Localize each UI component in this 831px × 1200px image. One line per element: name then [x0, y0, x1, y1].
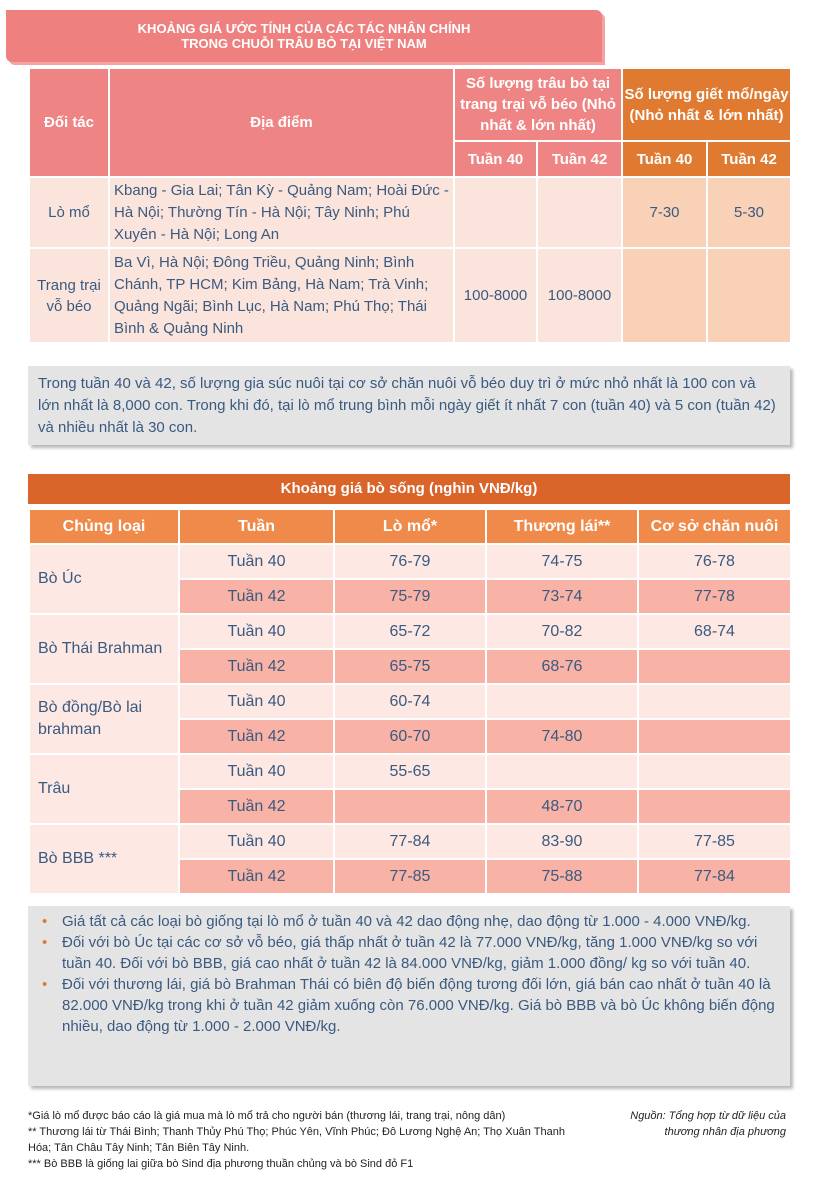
list-item — [38, 974, 778, 1037]
farm-price-cell: 76-78 — [638, 544, 791, 579]
slaughter-price-cell: 60-70 — [334, 719, 486, 754]
farm-w40-cell — [454, 177, 537, 248]
header-slaughter-qty: Số lượng giết mổ/ngày (Nhỏ nhất & lớn nhất) — [622, 68, 791, 141]
list-item — [38, 911, 778, 932]
header-farm-week40: Tuần 40 — [454, 141, 537, 177]
bullet-text: Giá tất cả các loại bò giống tại lò mổ ở tuần 40 và 42 dao động nhẹ, dao động từ 1.000 - 4.000 VNĐ/kg. — [62, 913, 751, 930]
summary-note: Trong tuần 40 và 42, số lượng gia súc nuôi tại cơ sở chăn nuôi vỗ béo duy trì ở mức nhỏ nhất là 100 con và lớn nhất là 8,000 con. Trong khi đó, tại lò mổ trung bình mỗi ngày giết ít nhất 7 con (tuần 40) và 5 con (tuần 42) và nhiều nhất là 30 con. — [28, 366, 790, 445]
farm-price-cell: 77-84 — [638, 859, 791, 894]
farm-w42-cell: 100-8000 — [537, 248, 622, 343]
slaughter-w40-cell — [622, 248, 707, 343]
location-cell: Kbang - Gia Lai; Tân Kỳ - Quảng Nam; Hoài Đức - Hà Nội; Thường Tín - Hà Nội; Tây Ninh; Phú Xuyên - Hà Nội; Long An — [109, 177, 454, 248]
slaughter-price-cell: 77-84 — [334, 824, 486, 859]
table-row — [29, 684, 791, 719]
table-row — [29, 544, 791, 579]
location-cell: Ba Vì, Hà Nội; Đông Triều, Quảng Ninh; Bình Chánh, TP HCM; Kim Bảng, Hà Nam; Trà Vinh; Quảng Ngãi; Bình Lục, Hà Nam; Phú Thọ; Thái Bình & Quảng Ninh — [109, 248, 454, 343]
week-cell: Tuần 40 — [179, 824, 334, 859]
analysis-notes — [28, 906, 790, 1086]
week-cell: Tuần 42 — [179, 789, 334, 824]
footnotes — [28, 1108, 588, 1172]
breed-cell: Bò Thái Brahman — [29, 614, 179, 684]
slaughter-price-cell: 65-75 — [334, 649, 486, 684]
week-cell: Tuần 42 — [179, 719, 334, 754]
header-week: Tuần — [179, 509, 334, 544]
farm-price-cell — [638, 649, 791, 684]
slaughter-price-cell — [334, 789, 486, 824]
trader-price-cell: 74-80 — [486, 719, 638, 754]
table-row — [29, 177, 791, 248]
farm-w40-cell: 100-8000 — [454, 248, 537, 343]
header-slaughterhouse: Lò mổ* — [334, 509, 486, 544]
slaughter-price-cell: 65-72 — [334, 614, 486, 649]
partner-cell: Lò mổ — [29, 177, 109, 248]
slaughter-price-cell: 60-74 — [334, 684, 486, 719]
week-cell: Tuần 42 — [179, 579, 334, 614]
trader-price-cell: 48-70 — [486, 789, 638, 824]
table-row — [29, 754, 791, 789]
farm-price-cell: 68-74 — [638, 614, 791, 649]
header-slaughter-week42: Tuần 42 — [707, 141, 791, 177]
table-row — [29, 824, 791, 859]
table-row — [29, 248, 791, 343]
page-title — [6, 10, 602, 62]
farm-price-cell — [638, 684, 791, 719]
farm-price-cell: 77-85 — [638, 824, 791, 859]
farm-price-cell — [638, 789, 791, 824]
trader-price-cell: 75-88 — [486, 859, 638, 894]
page-title-line2: TRONG CHUỖI TRÂU BÒ TẠI VIỆT NAM — [181, 36, 427, 51]
header-farm-week42: Tuần 42 — [537, 141, 622, 177]
breed-cell: Bò đồng/Bò lai brahman — [29, 684, 179, 754]
header-partner: Đối tác — [29, 68, 109, 177]
bullet-text: Đối với thương lái, giá bò Brahman Thái có biên độ biến động tương đối lớn, giá bán cao nhất ở tuần 40 là 82.000 VNĐ/kg trong khi ở tuần 42 giảm xuống còn 76.000 VNĐ/kg. Giá bò BBB và bò Úc không biến động nhiều, dao động từ 1.000 - 2.000 VNĐ/kg. — [62, 976, 775, 1035]
header-slaughter-week40: Tuần 40 — [622, 141, 707, 177]
week-cell: Tuần 40 — [179, 544, 334, 579]
header-location: Địa điểm — [109, 68, 454, 177]
trader-price-cell: 74-75 — [486, 544, 638, 579]
slaughter-price-cell: 75-79 — [334, 579, 486, 614]
source-note: Nguồn: Tổng hợp từ dữ liệu của thương nhân địa phương — [630, 1110, 786, 1138]
trader-price-cell — [486, 684, 638, 719]
header-breed: Chủng loại — [29, 509, 179, 544]
header-trader: Thương lái** — [486, 509, 638, 544]
footnote-2: ** Thương lái từ Thái Bình; Thanh Thủy Phú Thọ; Phúc Yên, Vĩnh Phúc; Đô Lương Nghệ An; Thọ Xuân Thanh Hóa; Tân Châu Tây Ninh; Tân Biên Tây Ninh. — [28, 1126, 565, 1154]
breed-cell: Bò BBB *** — [29, 824, 179, 894]
farm-price-cell — [638, 754, 791, 789]
price-table-title: Khoảng giá bò sống (nghìn VNĐ/kg) — [28, 474, 790, 504]
farm-w42-cell — [537, 177, 622, 248]
trader-price-cell — [486, 754, 638, 789]
slaughter-price-cell: 55-65 — [334, 754, 486, 789]
farm-price-cell — [638, 719, 791, 754]
trader-price-cell: 70-82 — [486, 614, 638, 649]
table-row — [29, 614, 791, 649]
bullet-icon: • — [42, 913, 48, 930]
trader-price-cell: 83-90 — [486, 824, 638, 859]
breed-cell: Bò Úc — [29, 544, 179, 614]
partners-table — [28, 67, 792, 344]
bullet-icon: • — [42, 976, 48, 993]
header-farm-qty: Số lượng trâu bò tại trang trại vỗ béo (Nhỏ nhất & lớn nhất) — [454, 68, 622, 141]
trader-price-cell: 73-74 — [486, 579, 638, 614]
price-table — [28, 508, 792, 895]
week-cell: Tuần 42 — [179, 649, 334, 684]
week-cell: Tuần 40 — [179, 614, 334, 649]
page-title-line1: KHOẢNG GIÁ ƯỚC TÍNH CỦA CÁC TÁC NHÂN CHÍNH — [137, 21, 471, 36]
slaughter-w40-cell: 7-30 — [622, 177, 707, 248]
footnote-3: *** Bò BBB là giống lai giữa bò Sind địa phương thuần chủng và bò Sind đỏ F1 — [28, 1158, 414, 1170]
breed-cell: Trâu — [29, 754, 179, 824]
bullet-icon: • — [42, 934, 48, 951]
trader-price-cell: 68-76 — [486, 649, 638, 684]
list-item — [38, 932, 778, 974]
bullet-text: Đối với bò Úc tại các cơ sở vỗ béo, giá thấp nhất ở tuần 42 là 77.000 VNĐ/kg, tăng 1.000 VNĐ/kg so với tuần 40. Đối với bò BBB, giá cao nhất ở tuần 42 là 84.000 VNĐ/kg, giảm 1.000 đồng/ kg so với tuần 40. — [62, 934, 758, 972]
slaughter-price-cell: 76-79 — [334, 544, 486, 579]
header-farm: Cơ sở chăn nuôi — [638, 509, 791, 544]
slaughter-w42-cell: 5-30 — [707, 177, 791, 248]
week-cell: Tuần 40 — [179, 754, 334, 789]
partner-cell: Trang trại vỗ béo — [29, 248, 109, 343]
farm-price-cell: 77-78 — [638, 579, 791, 614]
slaughter-w42-cell — [707, 248, 791, 343]
week-cell: Tuần 42 — [179, 859, 334, 894]
footnote-1: *Giá lò mổ được báo cáo là giá mua mà lò mổ trả cho người bán (thương lái, trang trại, nông dân) — [28, 1110, 506, 1122]
week-cell: Tuần 40 — [179, 684, 334, 719]
slaughter-price-cell: 77-85 — [334, 859, 486, 894]
